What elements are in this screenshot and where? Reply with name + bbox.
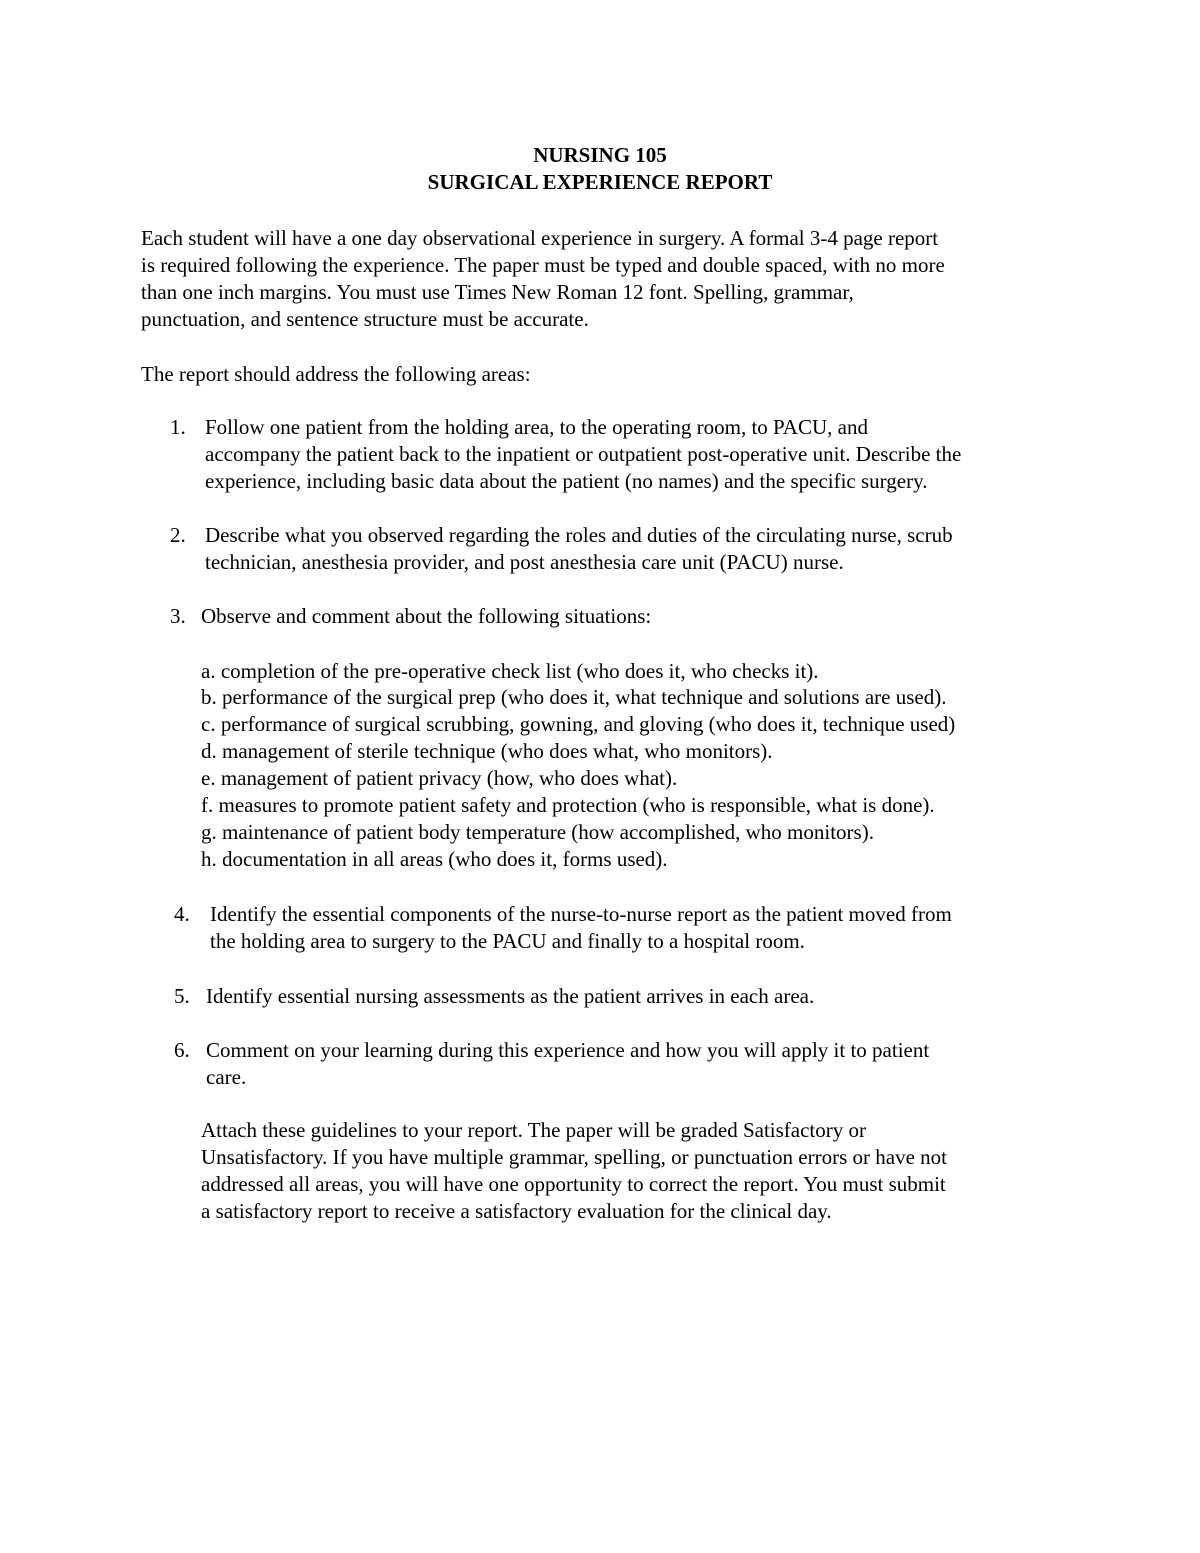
list-item-number: 2. [170,523,186,547]
sub-item: f. measures to promote patient safety and protection (who is responsible, what is done). [201,793,935,817]
closing-line: a satisfactory report to receive a satisfactory evaluation for the clinical day. [201,1199,832,1223]
list-item-number: 1. [170,415,186,439]
list-item-line: the holding area to surgery to the PACU and finally to a hospital room. [210,929,805,953]
areas-intro: The report should address the following areas: [141,362,531,386]
list-item-number: 3. [170,604,186,628]
list-item-line: technician, anesthesia provider, and post anesthesia care unit (PACU) nurse. [205,550,844,574]
closing-line: addressed all areas, you will have one opportunity to correct the report. You must submit [201,1172,946,1196]
list-item-number: 5. [174,984,190,1008]
list-item-line: Identify essential nursing assessments as the patient arrives in each area. [206,984,815,1008]
course-title: NURSING 105 [533,143,667,167]
sub-item: e. management of patient privacy (how, who does what). [201,766,678,790]
sub-item: c. performance of surgical scrubbing, gowning, and gloving (who does it, technique used) [201,712,956,736]
intro-line: is required following the experience. The paper must be typed and double spaced, with no more [141,253,945,277]
intro-line: punctuation, and sentence structure must be accurate. [141,307,589,331]
list-item-line: Identify the essential components of the nurse-to-nurse report as the patient moved from [210,902,952,926]
sub-item: h. documentation in all areas (who does it, forms used). [201,847,668,871]
sub-item: d. management of sterile technique (who does what, who monitors). [201,739,773,763]
list-item-line: Comment on your learning during this experience and how you will apply it to patient [206,1038,930,1062]
sub-item: b. performance of the surgical prep (who does it, what technique and solutions are used). [201,685,947,709]
closing-line: Unsatisfactory. If you have multiple grammar, spelling, or punctuation errors or have not [201,1145,948,1169]
list-item-line: care. [206,1065,247,1089]
report-title: SURGICAL EXPERIENCE REPORT [427,170,773,194]
list-item-line: Describe what you observed regarding the roles and duties of the circulating nurse, scrub [205,523,953,547]
intro-line: than one inch margins. You must use Times New Roman 12 font. Spelling, grammar, [141,280,854,304]
list-item-line: Observe and comment about the following situations: [201,604,652,628]
sub-item: g. maintenance of patient body temperature (how accomplished, who monitors). [201,820,874,844]
list-item-line: experience, including basic data about the patient (no names) and the specific surgery. [205,469,928,493]
list-item-number: 4. [174,902,190,926]
list-item-line: Follow one patient from the holding area, to the operating room, to PACU, and [205,415,868,439]
intro-line: Each student will have a one day observational experience in surgery. A formal 3-4 page report [141,226,939,250]
list-item-line: accompany the patient back to the inpatient or outpatient post-operative unit. Describe the [205,442,962,466]
closing-line: Attach these guidelines to your report. The paper will be graded Satisfactory or [201,1118,866,1142]
list-item-number: 6. [174,1038,190,1062]
sub-item: a. completion of the pre-operative check list (who does it, who checks it). [201,659,819,683]
